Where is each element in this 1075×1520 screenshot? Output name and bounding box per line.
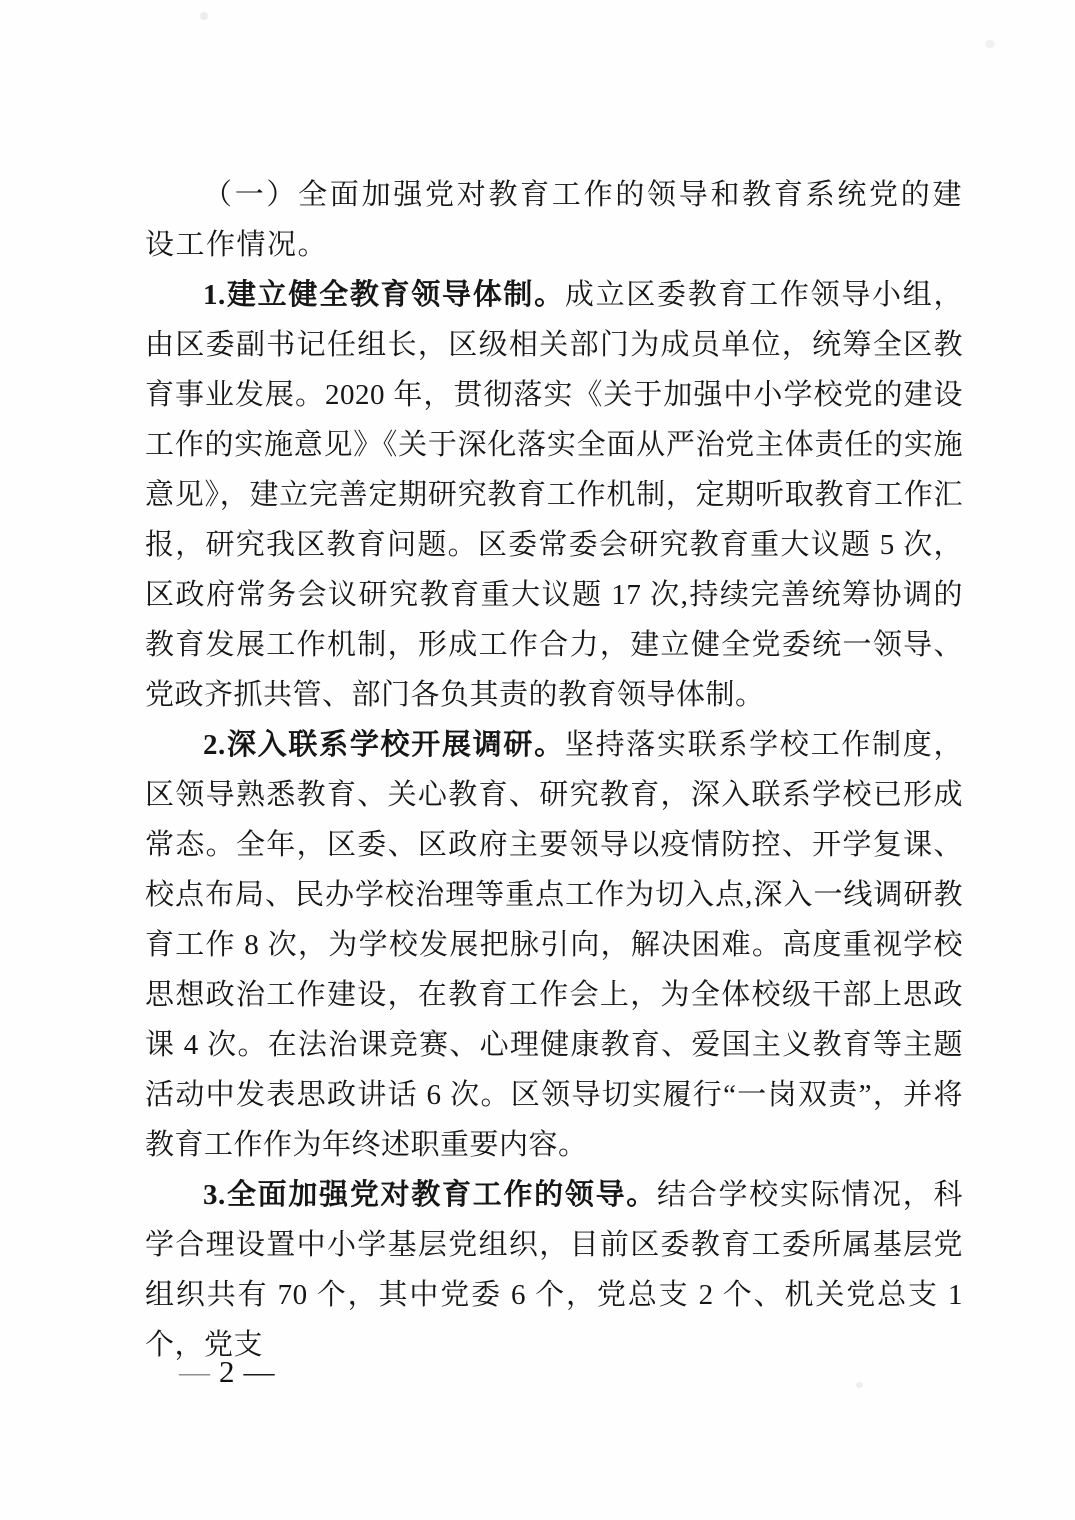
paragraph-2-lead: 2.深入联系学校开展调研。 (203, 729, 565, 761)
scan-speck (200, 12, 208, 20)
footer-dash-right: — (243, 1354, 275, 1389)
paragraph-2-text: 坚持落实联系学校工作制度，区领导熟悉教育、关心教育、研究教育，深入联系学校已形成常态。全年，区委、区政府主要领导以疫情防控、开学复课、校点布局、民办学校治理等重点工作为切入点,深入一线调研教育工作 8 次，为学校发展把脉引向，解决困难。高度重视学校思想政治工作建设，在教育工作会上，为全体校级干部上思政课 4 次。在法治课竞赛、心理健康教育、爱国主义教育等主题活动中发表思政讲话 6 次。区领导切实履行“一岗双责”，并将教育工作作为年终述职重要内容。 (145, 729, 963, 1161)
paragraph-3 (145, 1170, 963, 1370)
paragraph-3-lead: 3.全面加强党对教育工作的领导。 (203, 1179, 658, 1211)
page-number: 2 (219, 1354, 235, 1389)
page-footer (179, 1352, 275, 1392)
paragraph-1-lead: 1.建立健全教育领导体制。 (203, 279, 565, 311)
section-heading: （一）全面加强党对教育工作的领导和教育系统党的建设工作情况。 (145, 179, 963, 261)
paragraph-3-text: 结合学校实际情况，科学合理设置中小学基层党组织，目前区委教育工委所属基层党组织共有 70 个，其中党委 6 个，党总支 2 个、机关党总支 1 个，党支 (145, 1179, 963, 1361)
scan-speck (856, 1382, 863, 1388)
paragraph-1-text: 成立区委教育工作领导小组，由区委副书记任组长，区级相关部门为成员单位，统筹全区教育事业发展。2020 年，贯彻落实《关于加强中小学校党的建设工作的实施意见》《关于深化落实全面从严治党主体责任的实施意见》，建立完善定期研究教育工作机制，定期听取教育工作汇报，研究我区教育问题。区委常委会研究教育重大议题 5 次，区政府常务会议研究教育重大议题 17 次,持续完善统筹协调的教育发展工作机制，形成工作合力，建立健全党委统一领导、党政齐抓共管、部门各负其责的教育领导体制。 (145, 279, 963, 711)
footer-dash-left: — (179, 1354, 210, 1389)
paragraph-2 (145, 720, 963, 1170)
scan-speck (985, 40, 995, 48)
paragraph-1 (145, 270, 963, 720)
document-body (145, 170, 963, 1370)
